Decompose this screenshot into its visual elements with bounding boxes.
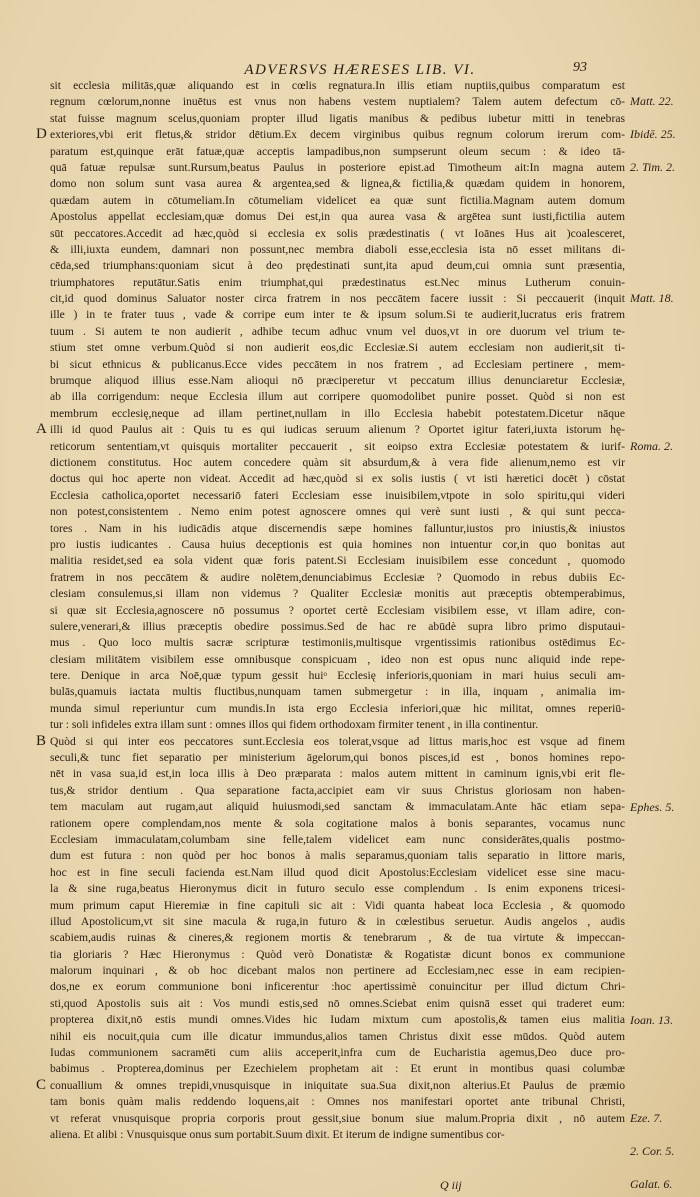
text-line: si quæ sit Ecclesia,agnoscere nō possumus ? oportet certè Ecclesiam visibilem esse, vt illam adire, con-: [50, 603, 625, 617]
text-line: paratum est,quinque erāt fatuæ,quæ acceptis lampadibus,non sumpserunt oleum secum : & ideo tā-: [50, 144, 625, 158]
text-line: sit ecclesia militās,quæ aliquando est in cœlis regnatura.In illis etiam nuptiis,quibus comparatum est: [50, 79, 625, 92]
text-line: mum primum caput Hieremiæ in fine capituli sic ait : Vidi quanta habeat loca Ecclesia , & quomodo: [50, 898, 625, 912]
text-line: clesiam militātem visibilem esse omnibusque conspicuam , ideo non est opus nunc aliquid inde repe-: [50, 652, 625, 666]
text-line: quædam autem in cōtumeliam.In cōtumeliam videlicet ea quæ sunt fictilia.Magnam autem domum: [50, 193, 625, 207]
text-line: dictionem constitutus. Hoc autem concedere quàm sit absurdum,& à vera fide alienum,nemo est vir: [50, 455, 625, 469]
text-line: tores . Nam in his iudicādis atque discernendis sæpe homines falluntur,iustos pro iniustis,& iniustos: [50, 521, 625, 535]
text-line: conuallium & omnes trepidi,vnusquisque in iniquitate sua.Sua dixit,non alterius.Et Paulus de præmio: [50, 1078, 625, 1092]
text-line: regnum cœlorum,nonne inuētus est vnus non habens vestem nuptialem? Talem autem defectum cō-: [50, 95, 625, 109]
margin-reference: Ephes. 5.: [630, 799, 675, 814]
margin-reference: Roma. 2.: [630, 438, 673, 453]
margin-reference: Ibidē. 25.: [630, 127, 676, 142]
margin-reference: 2. Cor. 5.: [630, 1144, 675, 1158]
text-line: tem maculam aut rugam,aut aliquid huiusmodi,sed sanctam & immaculatam.Ante hāc etiam sepa-: [50, 800, 625, 814]
text-body: [50, 78, 625, 1143]
text-line: ille ) in te frater tuus , vade & corripe eum inter te & ipsum solum.Si te audierit,lucratus eris fratrem: [50, 308, 625, 322]
section-letter: D: [36, 126, 47, 143]
text-line: mus . Quo loco multis sacræ scripturæ testimoniis,multisque vrgentissimis rationibus ostēdimus Ec-: [50, 636, 625, 650]
text-line: sti,quod Apostolis suis ait : Vos mundi estis,sed nō omnes.Sciebat enim quisnā esset qui traderet eum:: [50, 996, 625, 1010]
text-line: clesiam consulemus,si illam non videmus ? Qualiter Ecclesiæ monitis aut præceptis obtemperabimus,: [50, 587, 625, 601]
text-line: tuum . Si autem te non audierit , adhibe tecum adhuc vnum vel duos,vt in ore duorum vel trium te-: [50, 324, 625, 338]
text-line: seculi,& tunc fiet separatio per ministerium āgelorum,qui bonos pisces,id est , bonos homines repo-: [50, 751, 625, 765]
text-line: fratrem in nos peccātem & audire nolētem,denunciabimus Ecclesiæ ? Quomodo in rebus dubiis Ec-: [50, 570, 625, 584]
text-line: ab illa corrigendum: neque Ecclesia illum aut corripere quomodolibet punire posset. Quòd si non est: [50, 390, 625, 404]
margin-reference: Galat. 6.: [630, 1176, 673, 1191]
text-line: brumque aliquod illius esse.Nam alioqui nō præciperetur vt peccatum illius denunciaretur Ecclesiæ,: [50, 374, 625, 388]
text-line: Quòd si qui inter eos peccatores sunt.Ecclesia eos tolerat,vsque ad littus maris,hoc est vsque ad finem: [50, 734, 625, 748]
text-line: Ecclesiam immaculatam,columbam sine felle,talem videlicet eam nunc considerātes,qualis postmo-: [50, 832, 625, 846]
text-line: sulere,venerari,& illius præceptis obedire possimus.Sed de hac re abūdè supra libro primo disputaui-: [50, 619, 625, 633]
text-line: tia gloriaris ? Hæc Hieronymus : Quòd verò Donatistæ & Rogatistæ dicunt bonos ex communione: [50, 947, 625, 961]
text-line: illi id quod Paulus ait : Quis tu es qui iudicas seruum alienum ? Oportet igitur fateri,iuxta istorum hę-: [50, 423, 625, 437]
margin-reference: Matt. 22.: [630, 94, 674, 109]
text-line: rationem opere complendam,nos mente & sola cogitatione malos à bonis separantes, vocamus nunc: [50, 816, 625, 830]
text-line: la & sine ruga,beatus Hieronymus dicit in futuro seculo esse complendum . Is enim exponens tricesi-: [50, 882, 625, 896]
text-line: nēt in vasa sua,id est,in loca illis à Deo præparata : malos autem mittent in caminum ignis,vbi erit fle-: [50, 767, 625, 781]
margin-reference: Eze. 7.: [630, 1111, 663, 1126]
text-line: cēda,sed triumphans:quoniam sicut à deo prędestinati sunt,ita apud deum,cui omnia sunt præsentia,: [50, 259, 625, 273]
text-line: dum est futura : non quòd per hoc bonos à malis separamus,quoniam talis separatio in littore maris,: [50, 849, 625, 863]
text-line: sūt peccatores.Accedit ad hæc,quòd si ecclesia ex solis prædestinatis ( vt Ioānes Hus ait )coalesceret,: [50, 226, 625, 240]
text-line: Apostolus appellat ecclesiam,quæ domus Dei est,in qua aurea vasa & argētea sunt iusti,fictilia autem: [50, 210, 625, 224]
text-line: munda simul reperiuntur cum mundis.In ista ergo Ecclesia inferiori,quæ hic militat, omnes reperiū-: [50, 701, 625, 715]
text-line: malorum inquinari , & ob hoc dicebant malos non pertinere ad Ecclesiam,nec esse in eam recipien-: [50, 964, 625, 978]
text-line: illud Apostolicum,vt sit sine macula & ruga,in futuro & in cœlestibus seruetur. Audis angelos , audis: [50, 914, 625, 928]
text-line: doctus qui hoc aperte non videat. Accedit ad hæc,quòd si ex solis iustis ( vt isti hæretici docēt ) cōstat: [50, 472, 625, 486]
text-line: scabiem,audis ruinas & cineres,& regionem mortis & tenebrarum , & de tua virtute & impeccan-: [50, 931, 625, 945]
text-line: pro iustis iudicantes . Causa huius deceptionis est quia homines non intuentur cor,in quo bonitas aut: [50, 537, 625, 551]
text-line: & illi,iuxta eundem, damnari non possunt,nec membra diaboli esse,ecclesia ista nō esset militans di-: [50, 242, 625, 256]
text-line: dos,ne ex eorum communione boni inficerentur :hoc apertissimè conuincitur per illud dictum Chri-: [50, 980, 625, 994]
text-line: stat fuisse magnum scelus,quoniam propter illud ligatis manibus & pedibus iubetur mitti in tenebras: [50, 111, 625, 125]
text-line: bulās,quamuis iactata multis fluctibus,nunquam tamen submergetur : in illa, inquam , animalia im-: [50, 685, 625, 699]
text-line: triumphatores reputātur.Satis enim triumphat,qui prædestinatus est.Nec minus Lutherum conuin-: [50, 275, 625, 289]
text-line: tur : soli infideles extra illam sunt : omnes illos qui fidem orthodoxam firmiter tenent , in illa continentur.: [50, 718, 539, 732]
text-line: malitia residet,sed ea sola vident quæ foris patent.Si Ecclesiam inuisibilem esse concedunt , quomodo: [50, 554, 625, 568]
text-line: cit,id quod dominus Saluator noster circa fratrem in nos peccātem facere iussit : Si peccauerit (inquit: [50, 292, 625, 306]
signature-mark: Q iij: [440, 1178, 462, 1192]
margin-reference: Ioan. 13.: [630, 1012, 673, 1027]
margin-reference: Matt. 18.: [630, 291, 674, 306]
text-line: babimus . Propterea,dominus per Ezechielem prophetam ait : Et erunt in montibus quasi columbæ: [50, 1062, 625, 1076]
text-line: tere. Denique in arca Noē,quæ typum gessit huiᵒ Ecclesię inferioris,quoniam in mari huius seculi am-: [50, 669, 625, 683]
text-line: bi sicut ethnicus & publicanus.Ecce vides peccātem in nos fratrem , ad Ecclesiam pertinere , mem-: [50, 357, 625, 371]
text-line: domo non solum sunt vasa aurea & argentea,sed & lignea,& fictilia,& quædam quidem in honorem,: [50, 177, 625, 191]
text-line: propterea dixit,nō estis mundi omnes.Vides hic Iudam mixtum cum apostolis,& tamen eius malitia: [50, 1013, 625, 1027]
page-number: 93: [573, 60, 587, 75]
margin-reference: 2. Tim. 2.: [630, 160, 676, 174]
text-line: membrum ecclesię,neque ad illam pertinet,nullam in illo Ecclesia habebit potestatem.Dicetur nāque: [50, 406, 625, 420]
text-line: nihil eis nocuit,quia cum ille dicatur immundus,alios tamen Christus dixit esse mūdos. Quòd autem: [50, 1029, 625, 1043]
text-line: hoc est in fine seculi facienda est.Nam illud quod dicit Apostolus:Ecclesiam videlicet esse sine macu-: [50, 865, 625, 879]
text-line: exteriores,vbi erit fletus,& stridor dētium.Ex decem virginibus quibus regnum colorum irerum com-: [50, 128, 625, 142]
text-line: Iudas communionem sacramēti cum aliis acceperit,infra cum de Eucharistia agemus,Deo duce pro-: [50, 1046, 625, 1060]
section-letter: C: [36, 1077, 47, 1094]
text-line: aliena. Et alibi : Vnusquisque onus sum portabit.Suum dixit. Et iterum de indigne sumentibus cor-: [50, 1128, 505, 1141]
running-header: ADVERSVS HÆRESES LIB. VI.: [244, 62, 476, 78]
text-line: quā fatuæ repulsæ sunt.Rursum,beatus Paulus in posteriore epist.ad Timotheum ait:In magna autem: [50, 160, 625, 174]
section-letter: B: [36, 733, 47, 749]
text-line: vt referat vnusquisque propria corporis prout gessit,siue bonum siue malum.Propria dixit , nō autem: [50, 1111, 625, 1125]
text-line: reticorum sententiam,vt quisquis mortaliter peccauerit , sit eoipso extra Ecclesiæ potestatem & iurif-: [50, 439, 625, 453]
text-line: tus,& stridor dentium . Qua separatione facta,accipiet eam vir suus Christus gloriosam non haben-: [50, 783, 625, 797]
text-line: non potest,consistentem . Nemo enim potest agnoscere omnes qui verè sunt iusti , & qui sunt pecca-: [50, 505, 625, 519]
text-line: stium stet omne verbum.Quòd si non audierit eos,dic Ecclesiæ.Si autem ecclesiam non audierit,sit ti-: [50, 341, 625, 355]
text-line: tam bonis quàm malis reddendo loquens,ait : Omnes nos manifestari oportet ante tribunal Christi,: [50, 1095, 625, 1109]
text-line: Ecclesia catholica,oportet necessariō fateri Ecclesiam esse inuisibilem,vtpote in solo spiritu,qui videri: [50, 488, 625, 502]
section-letter: A: [36, 421, 47, 438]
